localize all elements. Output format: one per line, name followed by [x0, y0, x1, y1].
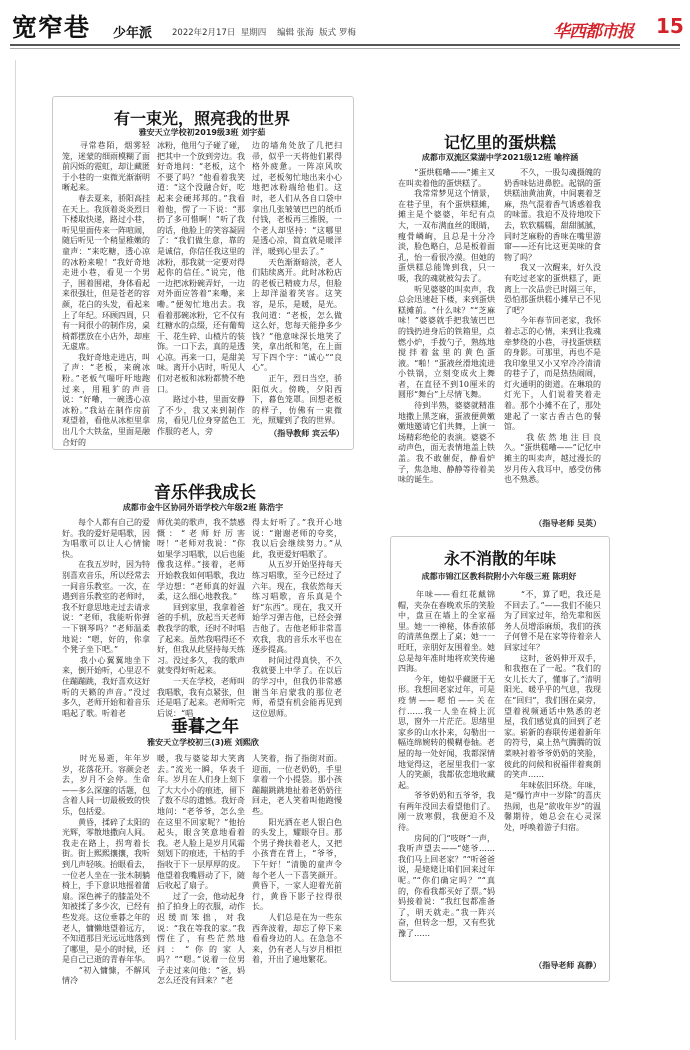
article-column: 寻常巷陌，烟雾轻笼，迷蒙的细雨模糊了面前闪烁的霓虹，却让藏匿于小巷的一束微光渐渐明晰起来。 春去夏来，骄阳高挂在天上。我顶着炎炎烈日下楼取快递，路过小巷，听见里面传来一阵喧闹，随后听见一个稍显稚嫩的童声：“来吃糖，透心凉的冰粉来啦！”我好奇地走进小巷，看见一个男子，围着围裙，身体看起来很强壮，但是苍老的容颜，花白的头发，看起来上了年纪。环顾四周，只有一间很小的制作房，桌椅都摆放在小店外，却座无虚席。 我好奇地走进店，叫了声：“老板，来碗冰粉。”老板气喘吁吁地跑过来，用粗犷的声音说：“好嘞，一碗透心凉冰粉。”我站在制作房前观望着，看他从冰柜里拿出几个大铁盆，里面是融合好的 [62, 141, 150, 447]
article-byline: 雅安天立学校初三(3)班 刘熙欣 [147, 738, 259, 747]
header-rule [10, 44, 680, 46]
article-column: 冰粉，他用勺子碰了碰，把其中一个放到旁边。我好奇地问：“老板，这个不要了吗？”他看着我笑道：“这个没融合好，吃起来会硬邦邦的。”我看着他，愣了一下说：“那扔了多可惜啊！”听了我的话，他脸上的笑容凝固了：“我们做生意，靠的是诚信，你信任我这里的冰粉，那我就一定要对得起你的信任。”说完，他一边把冰粉碗弄好，一边对外面应答着“来嘞，来嘞。”便匆忙地出去。我看着那碗冰粉，它不仅有红糖水的点缀，还有葡萄干、花生碎、山楂片的装饰。一口下去，真的是透心凉。再来一口，是甜美味。离开小店时，听见人们对老板和冰粉都赞不绝口。 路过小巷，里面安静了不少，我又来到制作房，看见几位身穿蓝色工作服的老人，旁 [157, 141, 245, 437]
article-title: 音乐伴我成长 [154, 483, 256, 503]
article-title: 垂暮之年 [171, 717, 239, 737]
article-byline: 雅安天立学校初2019级3班 刘宇茹 [138, 128, 266, 137]
article-byline: 成都市金牛区协同外语学校六年级2班 陈浩宇 [122, 503, 284, 512]
header-rule-thin [10, 48, 680, 49]
article-column: 人笑着，指了指街对面。迎面，一位老奶奶，手里拿着一个小提袋。那小孩蹦蹦跳跳地扯着老奶奶往回走，老人笑着叫他跑慢些。 阳光洒在老人银白色的头发上，耀眼夺目。那个男子搀扶着老人，又把小孩背在背上，“爷爷，下午好！”清脆的童声令每个老人一下喜笑颜开。黄昏下，一家人迎着光前行，黄昏下影子拉得很长。 人们总是在为一些东西奔波着，却忘了停下来看看身边的人。在急急不来，仍有老人与岁月相拒着，开出了遍地繁花。 [252, 754, 342, 965]
article-column: 得太好听了。”我开心地说：“谢谢老师的夸奖，我以后会继续努力。”从此，我更爱好唱歌了。 从五岁开始坚持每天练习唱歌，至今已经过了六年。现在，我依然每天练习唱歌，音乐真是个好“东西”。现在，我又开始学习弹吉他，已经会弹吉他了。吉他老师非常喜欢我，我的音乐水平也在逐步提高。 时间过得真快，不久我就要上中学了。在以后的学习中，但我仍非常感谢当年启蒙我的那位老师，希望有机会能再见到这位恩师。 [252, 518, 342, 718]
page-edge-line [15, 60, 16, 1040]
section-title: 宽窄巷 [12, 13, 91, 42]
article-title: 永不消散的年味 [443, 549, 556, 568]
article-credit: （指导教师 宾云华） [269, 429, 344, 438]
article-column: 时光易逝，年年岁岁，花落花开。容颜会老去，岁月不会停。生命——多么深邃的话题，包含着人间一切最极致的快乐，包括爱。 黄昏，揉碎了太阳的光辉，零散地撒向人间。我走在路上，拐弯着长街。街上熙熙攘攘，我听到几声轻咳。抬眼看去，一位老人坐在一张木制躺椅上，手下意识地摇着蒲扇。深色裤子的膝盖处不知被揉了多少次，已经有些发亮。这位垂暮之年的老人，慵懒地望着远方，不知道那目光远远地落到了哪里，是小的时候，还是自己已逝的青春年华。 “初入慵慷，不解风情冷 [62, 754, 150, 986]
article-column: 每个人都有自己的爱好。我的爱好是唱歌，因为唱歌可以让人心情愉快。 在我五岁时，因为特别喜欢音乐，所以经常去一间音乐教室。一次，在遇到音乐教室的老师时，我不好意思地走过去请求说：“老师，我能听你弹一下钢琴吗？”老师温柔地说：“嗯，好的，你拿个凳子坐下吧。” 我小心翼翼地坐下来，倒开始听，心里忍不住蹦蹦跳，我好喜欢这好听的天籁的声音。”没过多久，老师开始和着音乐唱起了歌。听着老 [62, 518, 150, 718]
article-byline: 成都市锦江区教科院附小六年级三班 陈玥好 [421, 572, 577, 581]
page-number: 15 [656, 14, 684, 38]
article-column: 师优美的歌声，我不禁感慨：“老师好厉害呀！”老师对我说：“你如果学习唱歌，以后也能像我这样。”接着，老师开始教我如何唱歌，我边学边想：“老师真的好温柔，这么细心地教我。” 回到家里，我拿着爸爸的手机，放起当天老师教我学的歌，还时不时唱了起来。虽然我唱得还不好，但我从此坚持每天练习。没过多久，我的歌声就变得好听起来。 一天在学校，老师叫我唱歌，我有点紧张，但还是唱了起来。老师听完后说：“唱 [157, 518, 245, 718]
article-title: 有一束光，照亮我的世界 [113, 109, 290, 128]
newspaper-logo: 华西都市报 [553, 22, 633, 42]
article-column: 不久，一股勾魂摄魄的奶香味钻进鼻腔。起锅的蛋烘糕油黄油黄，中间裹着芝麻，热气混着香气诱惑着我的味蕾。我迫不及待地咬下去，软软糯糯，甜甜腻腻，同时芝麻粉的香味在嘴里游窜——还有比这更美味的食物了吗？ 我又一次醒来，好久没有吃过老家的蛋烘糕了，距离上一次品尝已时隔三年，恐怕那蛋烘糕小摊早已不见了吧？ 今年春节回老家，我怀着忐忑的心情，来到让我魂牵梦绕的小巷，寻找蛋烘糕的身影。可那里，再也不是我印象里又小又窄冷冷清清的巷子了，而是热热闹闹，灯火通明的街道。在琳琅的灯光下，人们说着笑着走着。那个小摊不在了，那处建起了一家古香古色的餐馆。 我依然地注目良久。“蛋烘糕嘞——”记忆中摊主的叫卖声，越过漫长的岁月传入我耳中，感受仿佛也不熟悉。 [504, 168, 601, 485]
subsection-title: 少年派 [113, 26, 153, 41]
article-byline: 成都市双流区棠湖中学2021级12班 喻梓涵 [421, 153, 579, 162]
article-title: 记忆里的蛋烘糕 [443, 133, 556, 152]
article-column: “不，算了吧，我还是不回去了。”——我们不能只为了回家过年，给先辈和医务人员增添麻烦，我们的孩子何曾不是在家等待着亲人回家过年？ 这时，爸妈伸开双手，和我抱在了一起。“我们的女儿长大了，懂事了。”清明阳光、暖乎乎的气息，我现在“回归”，我们围在桌旁，望着视频通话中熟悉的老屋，我们感觉真的回到了老家。崭新的春联传递着新年的符号，桌上热气腾腾的饭菜映衬着爷爷奶奶的笑脸，彼此的问候和祝福伴着爽朗的笑声…… 年味依旧环绕。年味，是“爆竹声中一岁除”的喜庆热闹，也是“欲收年岁”的温馨期待，她总会在心灵深处，呼唤着游子归宿。 [504, 590, 601, 833]
issue-info: 2022年2月17日 星期四 编辑 张海 版式 罗梅 [172, 28, 356, 38]
article-column: “蛋烘糕嘞——”摊主又在叫卖着他的蛋烘糕了。 我常常梦见这个情景，在巷子里，有个蛋烘糕摊，摊主是个婆婆，年纪有点大，一双布满血丝的眼睛，瘦骨嶙峋，且总是十分冷淡，脸色略白，总是板着面孔，怡一看很冷漠。但她的蛋烘糕总能馋到我，只一吸，我的魂就被勾去了。 听见婆婆的叫卖声，我总会迅速赶下楼，来到蛋烘糕摊前。“什么味？”“芝麻味！”婆婆就手把我皱巴巴的钱扔进身后的铁箱里，点燃小炉，手拨勺子，熟练地搅拌着盆里的黄色蛋液。“啪！”蛋液丝滑地流进小铁锅，立刻变成火上舞者，在直径不到10厘米的圆形“舞台”上尽情飞舞。 待到半熟，婆婆就精准地撒上黑芝麻，蛋液便黄嫩嫩地邀请它们共舞，上演一场精彩绝伦的表演。婆婆不动声色，面无表情地盖上铁盖。我不敢催促，静看炉子，焦急地、静静等待着美味的诞生。 [398, 168, 495, 485]
article-column: 边的墙角处放了几把扫帚，似乎一天将他们累得格外疲惫。一阵凉风吹过，老板匆忙地出来小心地把冰粉端给他们。这时，老人们从各自口袋中拿出几张皱皱巴巴的纸币付钱，老板再三推脱，一个老人却坚持：“这哪里是透心凉，简直就是暖洋洋，暖到心里去了。” 天色渐渐暗淡，老人们陆续离开。此时冰粉店的老板已精疲力尽，但脸上却洋溢着笑容。这笑容，是乐，是暖，是光。我问道：“老板，怎么做这么好，您每天能挣多少钱？”他意味深长地笑了笑，拿出纸和笔，在上面写下四个字：“诚心”“良心”。 正午，烈日当空，骄阳似火。傍晚，夕阳西下，暮色笼罩。回想老板的样子，仿佛有一束微光，照耀到了我的世界。 [252, 141, 342, 426]
article-credit: （指导老师 高静） [534, 961, 601, 970]
article-credit: （指导老师 吴英） [534, 519, 601, 528]
article-column: 年味——看红花戴锦帽，夹杂在春晚欢乐的笑脸中，盘亘在墙上的全家福里。她一一神秘，体香浓郁的清蒸鱼摆上了桌；她一一旺旺，亲朋好友围着坐。她总是每年准时地将欢笑传遍四海。 今年，她似乎藏匿于无形。我想回老家过年，可是疫情——嗯怕——关在行……我一人坐在椅上沉思，窗外一片茫茫。思绪里家乡的山水扑来，勾勒出一幅连绵婉转的模糊卷轴。老屋的每一处好闻，我都深情地觉得这，老屋里我们一家人的笑颜，我都依恋地收藏起。 爷爷奶奶和五爷爷，我有两年没回去看望他们了。刚一放寒假，我便迫不及待。 房间的门“吱呀”一声，我听声望去——“姥爷……我们马上回老家？”“听爸爸说，是姥姥让咱们回来过年呢。”“你们确定吗？”“真的，你看我都买好了票。”妈妈接着说：“我红包都准备了，明天就走。”我一阵兴奋，但转念一想，又有些犹豫了…… [398, 590, 495, 938]
article-column: 暖，我与婆娑却大笑离去。”流光一瞬，华表千年。岁月在人们身上刻下了大大小小的痕迹，留下了数不尽的遗憾。我好奇地问：“老爷爷，怎么坐在这里不回家呢？”他抬起头，眼含笑意地看着我。老人脸上是岁月风霜刻划下的痕迹，干枯的手指收于下一层厚厚的皮。他望着我嘴唇动了下，随后收起了扇子。 过了一会，他动起身拍了拍身上的衣服，动作迟缓而笨拙，对我说：“我在等我的家。”我愣住了，有些茫然地问：“你的家人吗？”“嗯。”说着一位男子走过来问他：“爸，妈怎么还没有回来？”老 [157, 754, 245, 986]
